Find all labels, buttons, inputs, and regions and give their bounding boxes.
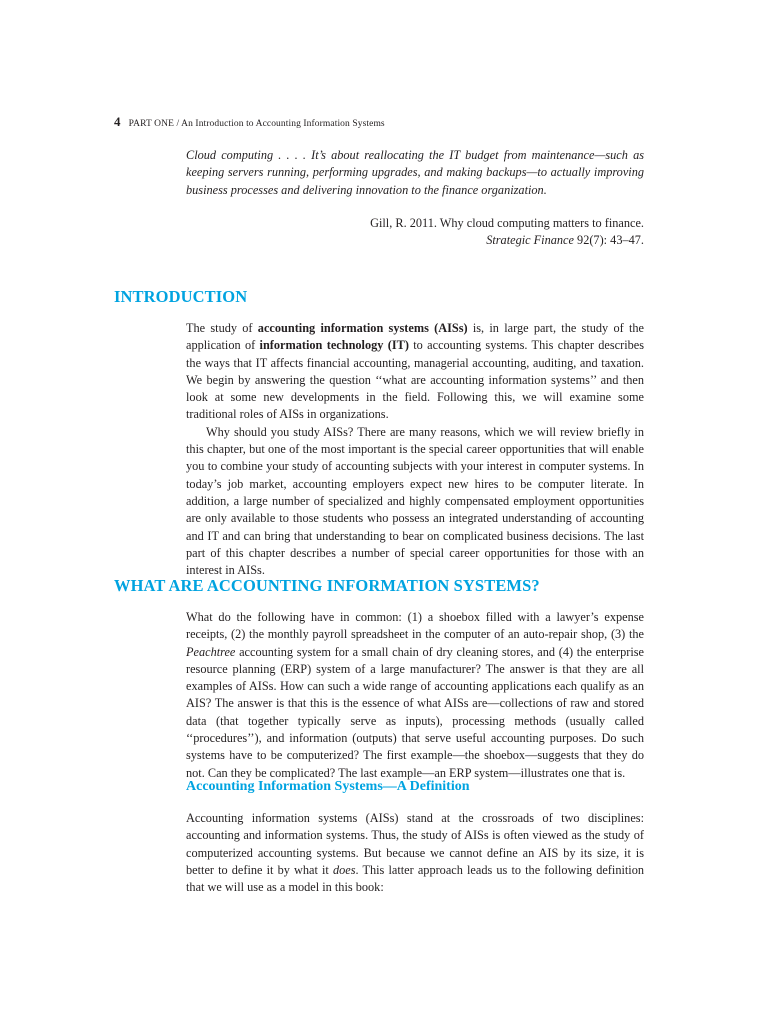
introduction-paragraph-2: Why should you study AISs? There are many reasons, which we will review briefly in this chapter, but one of the most important is the special career opportunities that will enable you to combine your study of accounting subjects with your interest in computer systems. In today’s job market, accounting employers expect new hires to be computer literate. In addition, a large number of specialized and highly compensated employment opportunities are only available to those students who possess an integrated understanding of accounting and IT and can bring that understanding to bear on complicated business decisions. The last part of this chapter describes a number of special career opportunities for those with an interest in AISs. bbox=[186, 424, 644, 578]
term-ais: accounting information systems (AISs) bbox=[257, 321, 468, 335]
introduction-body bbox=[186, 320, 644, 579]
does-italic: does bbox=[332, 862, 356, 877]
citation-journal: Strategic Finance bbox=[486, 233, 574, 248]
epigraph-quote: Cloud computing . . . . It’s about reallocating the IT budget from maintenance—such as keeping servers running, performing upgrades, and making backups—to actually improving business processes and delivering innovation to the finance organization. bbox=[186, 148, 644, 197]
term-it: information technology (IT) bbox=[259, 338, 409, 353]
running-head bbox=[114, 114, 385, 130]
section-heading-introduction: INTRODUCTION bbox=[114, 287, 248, 306]
introduction-paragraph-1: The study of accounting information systems (AISs) is, in large part, the study of the application of information technology (IT) to accounting systems. This chapter describes the ways that IT affects financial accounting, managerial accounting, auditing, and taxation. We begin by answering the question ‘‘what are accounting information systems’’ and then look at some new developments in the field. Following this, we will examine some traditional roles of AISs in organizations. bbox=[186, 321, 645, 422]
definition-body bbox=[186, 810, 644, 896]
citation-volume: 92(7): 43–47. bbox=[573, 233, 644, 248]
page-number: 4 bbox=[114, 114, 121, 129]
subsection-heading-definition: Accounting Information Systems—A Definition bbox=[186, 779, 470, 794]
running-head-title: PART ONE / An Introduction to Accounting Information Systems bbox=[128, 119, 385, 129]
what-are-ais-body bbox=[186, 609, 644, 782]
what-are-ais-paragraph-1: What do the following have in common: (1) a shoebox filled with a lawyer’s expense receipts, (2) the monthly payroll spreadsheet in the computer of an auto-repair shop, (3) the Peachtree accounting system for a small chain of dry cleaning stores, and (4) the enterprise resource planning (ERP) system of a large manufacturer? The answer is that they are all examples of AISs. How can such a wide range of accounting applications each qualify as an AIS? The answer is that this is the essence of what AISs are—collections of raw and stored data (that together typically serve as inputs), processing methods (usually called ‘‘procedures’’), and information (outputs) that serve useful accounting purposes. Do such systems have to be computerized? The first example—the shoebox—suggests that they do not. Can they be complicated? The last example—an ERP system—illustrates one that is. bbox=[186, 610, 644, 780]
citation-line-1: Gill, R. 2011. Why cloud computing matters to finance. bbox=[370, 216, 644, 230]
definition-paragraph-1: Accounting information systems (AISs) stand at the crossroads of two disciplines: accounting and information systems. Thus, the study of AISs is often viewed as the study of computerized accounting systems. But because we cannot define an AIS by its size, it is better to define it by what it does. This latter approach leads us to the following definition that we will use as a model in this book: bbox=[186, 811, 645, 895]
citation-line-2 bbox=[370, 232, 644, 249]
section-heading-what-are-ais: WHAT ARE ACCOUNTING INFORMATION SYSTEMS? bbox=[114, 576, 540, 595]
epigraph-citation bbox=[370, 215, 644, 250]
peachtree-italic: Peachtree bbox=[186, 644, 236, 659]
